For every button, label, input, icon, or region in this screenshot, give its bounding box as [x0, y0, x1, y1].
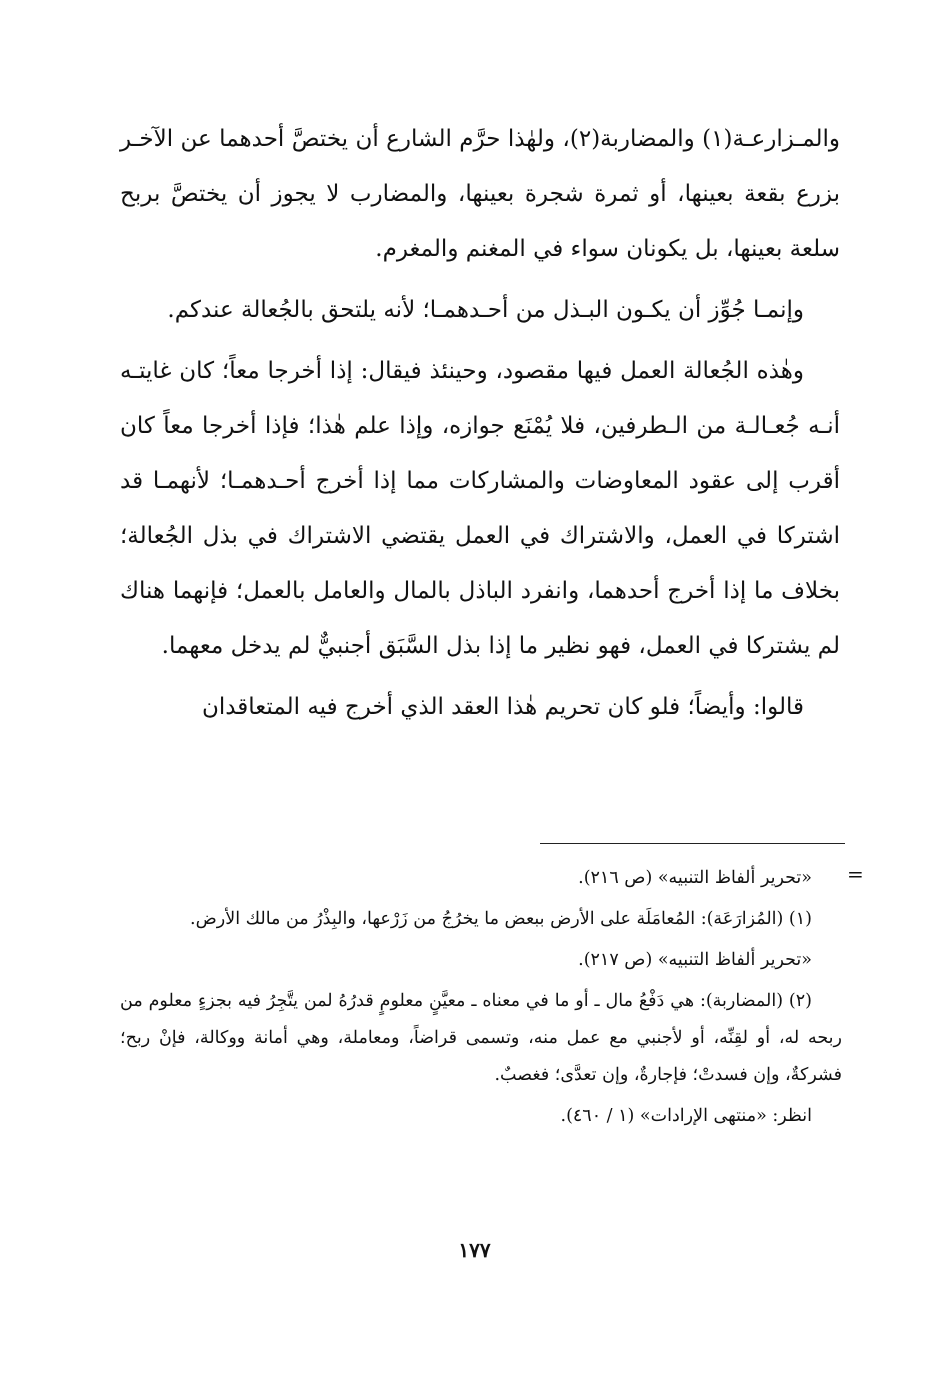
footnote-1: (١) (المُزارَعَة): المُعامَلَة على الأرض ببعض ما يخرُجُ من زَرْعها، والبِذْرُ من مالك الأرض.: [190, 909, 812, 929]
main-text-block: [120, 112, 840, 741]
footnote-continuation-mark: =: [847, 862, 864, 886]
paragraph-4: قالوا: وأيضاً؛ فلو كان تحريم هٰذا العقد الذي أخرج فيه المتعاقدان: [201, 694, 804, 720]
page-number: ١٧٧: [458, 1238, 491, 1262]
footnote-2-source: انظر: «منتهى الإرادات» (١ / ٤٦٠).: [560, 1106, 812, 1126]
paragraph-2: وإنمـا جُوِّز أن يكـون البـذل من أحـدهمـا؛ لأنه يلتحق بالجُعالة عندكم.: [167, 297, 804, 323]
footnote-reference-2: «تحرير ألفاظ التنبيه» (ص ٢١٧).: [578, 950, 812, 970]
paragraph-3: وهٰذه الجُعالة العمل فيها مقصود، وحينئذ فيقال: إذا أخرجا معاً؛ كان غايتـه أنـه جُعـالـة من الـطرفين، فلا يُمْنَع جوازه، وإذا علم هٰذا؛ فإذا أخرجا معاً كان أقرب إلى عقود المعاوضات والمشاركات مما إذا أخرج أحـدهمـا؛ لأنهمـا قد اشتركا في العمل، والاشتراك في العمل يقتضي الاشتراك في بذل الجُعالة؛ بخلاف ما إذا أخرج أحدهما، وانفرد الباذل بالمال والعامل بالعمل؛ فإنهما هناك لم يشتركا في العمل، فهو نظير ما إذا بذل السَّبَق أجنبيٌّ لم يدخل معهما.: [120, 358, 840, 659]
footnote-reference-1: «تحرير ألفاظ التنبيه» (ص ٢١٦).: [578, 868, 812, 888]
footnote-2: (٢) (المضاربة): هي دَفْعُ مال ـ أو ما في معناه ـ معيَّنٍ معلومٍ قدرُهُ لمن يتَّجِرُ فيه بجزءٍ معلوم من ربحه له، أو لقِنِّه، أو لأجنبي مع عمل منه، وتسمى قراضاً، ومعاملة، وهي أمانة ووكالة، فإنْ ربح؛ فشركةٌ، وإن فسدتْ؛ فإجارةٌ، وإن تعدَّى؛ فغصبٌ.: [120, 991, 842, 1085]
paragraph-1: والمـزارعـة(١) والمضاربة(٢)، ولهٰذا حرَّم الشارع أن يختصَّ أحدهما عن الآخـر بزرع بقعة بعينها، أو ثمرة شجرة بعينها، والمضارب لا يجوز أن يختصَّ بربح سلعة بعينها، بل يكونان سواء في المغنم والمغرم.: [120, 126, 840, 262]
footnote-divider: [540, 843, 845, 844]
footnotes-block: [120, 860, 842, 1139]
